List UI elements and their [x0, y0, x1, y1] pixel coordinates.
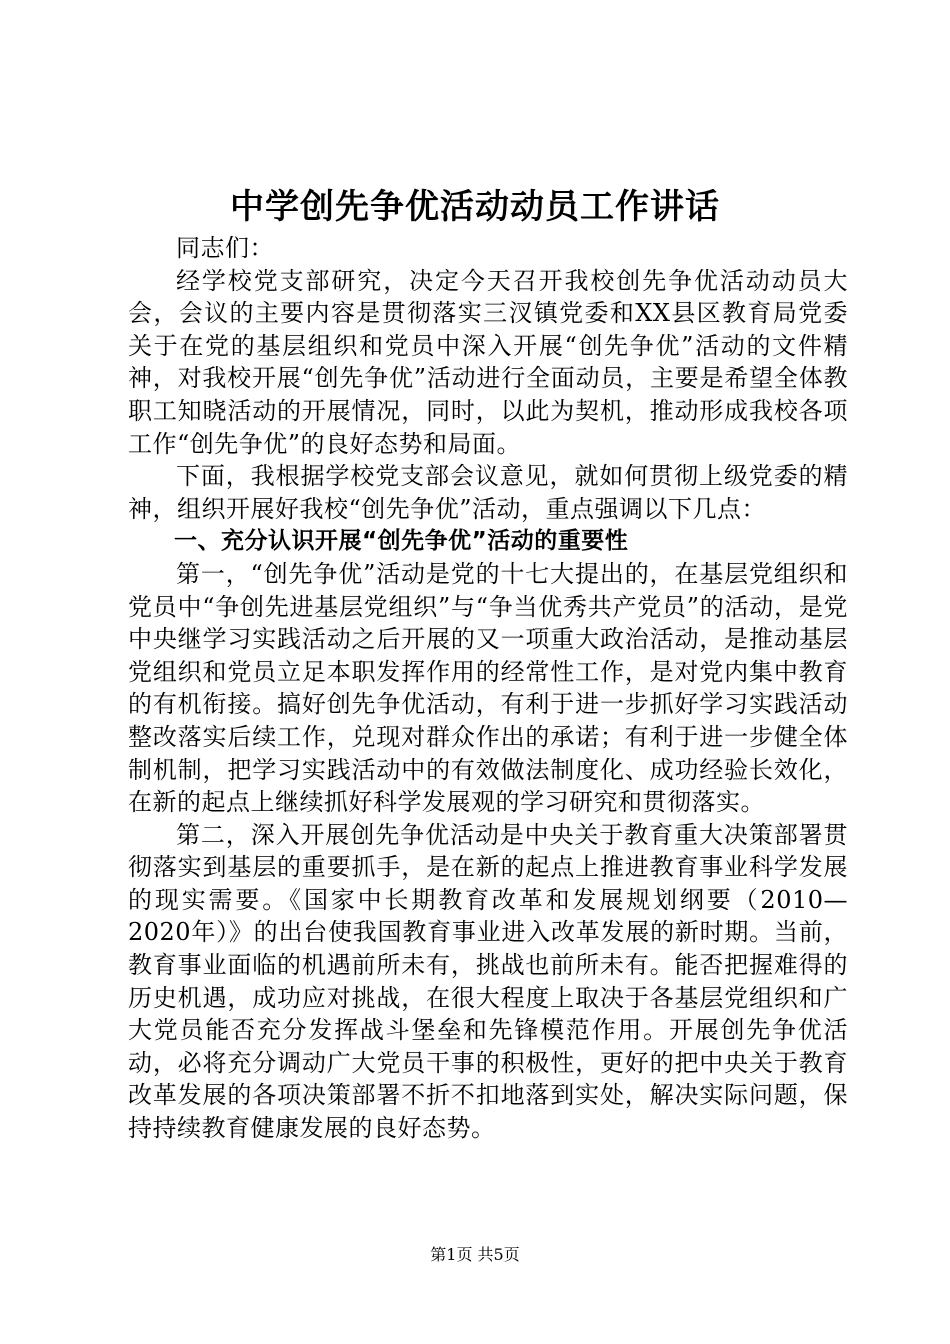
body-paragraph: 第二，深入开展创先争优活动是中央关于教育重大决策部署贯彻落实到基层的重要抓手，是在新的起点上推进教育事业科学发展的现实需要。《国家中长期教育改革和发展规划纲要（2010—2020年）》的出台使我国教育事业进入改革发展的新时期。当前，教育事业面临的机遇前所未有，挑战也前所未有。能否把握难得的历史机遇，成功应对挑战，在很大程度上取决于各基层党组织和广大党员能否充分发挥战斗堡垒和先锋模范作用。开展创先争优活动，必将充分调动广大党员干事的积极性，更好的把中央关于教育改革发展的各项决策部署不折不扣地落到实处，解决实际问题，保持持续教育健康发展的良好态势。	[128, 820, 848, 1143]
section-heading: 一、充分认识开展“创先争优”活动的重要性	[174, 528, 629, 555]
salutation: 同志们：	[176, 234, 274, 262]
body-paragraph: 下面，我根据学校党支部会议意见，就如何贯彻上级党委的精神，组织开展好我校“创先争优”活动，重点强调以下几点：	[128, 462, 848, 523]
document-body	[128, 232, 848, 1145]
body-paragraph: 第一，“创先争优”活动是党的十七大提出的，在基层党组织和党员中“争创先进基层党组织”与“争当优秀共产党员”的活动，是党中央继学习实践活动之后开展的又一项重大政治活动，是推动基层党组织和党员立足本职发挥作用的经常性工作，是对党内集中教育的有机衔接。搞好创先争优活动，有利于进一步抓好学习实践活动整改落实后续工作，兑现对群众作出的承诺；有利于进一步健全体制机制，把学习实践活动中的有效做法制度化、成功经验长效化，在新的起点上继续抓好科学发展观的学习研究和贯彻落实。	[128, 559, 848, 817]
body-paragraph: 经学校党支部研究，决定今天召开我校创先争优活动动员大会，会议的主要内容是贯彻落实三汊镇党委和XX县区教育局党委关于在党的基层组织和党员中深入开展“创先争优”活动的文件精神，对我校开展“创先争优”活动进行全面动员，主要是希望全体教职工知晓活动的开展情况，同时，以此为契机，推动形成我校各项工作“创先争优”的良好态势和局面。	[128, 266, 848, 458]
page-footer: 第1页 共5页	[430, 1245, 520, 1264]
document-title: 中学创先争优活动动员工作讲话	[230, 187, 720, 227]
